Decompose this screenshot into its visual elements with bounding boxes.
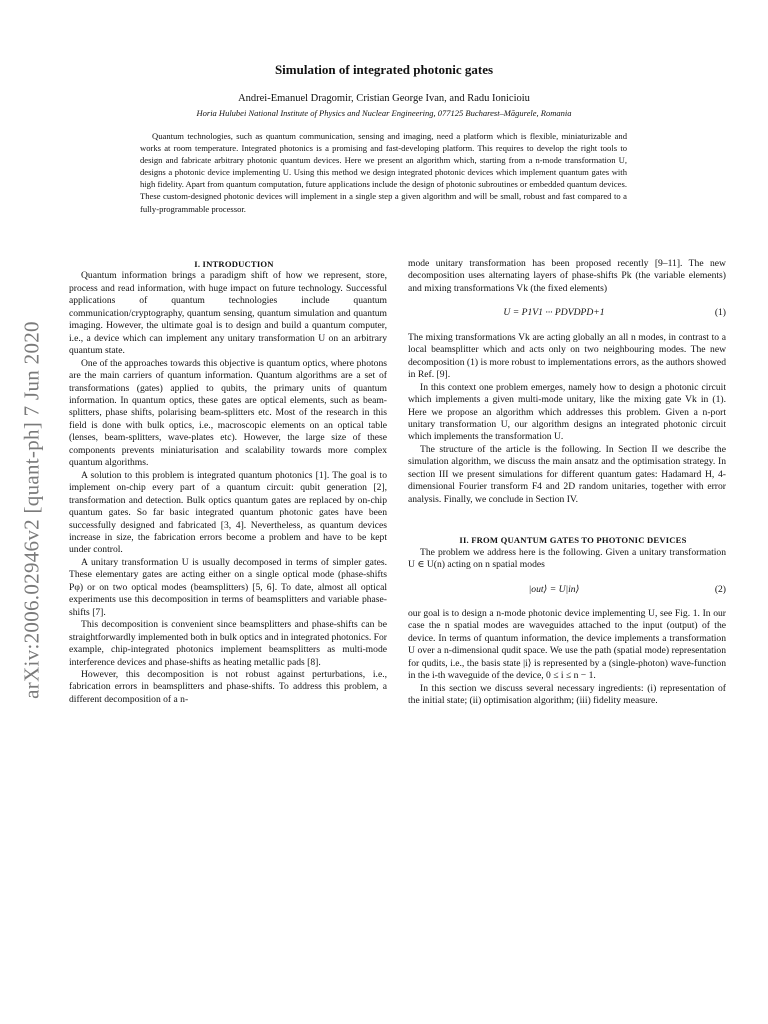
paragraph: A solution to this problem is integrated quantum photonics [1]. The goal is to implement on-chip every part of a quantum circuit: qubit generation [2], transformation and detection. Bulk optics quantum gates are replaced by on-chip quantum gates. So far basic integrated quantum photonic gates have been successfully designed and fabricated [3, 4]. Nevertheless, as quantum devices increase in size, the fabrication errors become a problem and have to be kept under control. [69,469,387,556]
paragraph: our goal is to design a n-mode photonic device implementing U, see Fig. 1. In our case the n spatial modes are waveguides attached to the input (output) of the device. In terms of quantum information, the device implements a transformation U over a n-dimensional qudit space. We use the path (spatial mode) representation for qudits, i.e., the basis state |i⟩ is represented by a (single-photon) wave-function in the i-th waveguide of the device, 0 ≤ i ≤ n − 1. [408,607,726,682]
affiliation: Horia Hulubei National Institute of Physics and Nuclear Engineering, 077125 Bucharest–Măgurele, Romania [196,108,572,118]
arxiv-identifier: arXiv:2006.02946v2 [quant-ph] 7 Jun 2020 [19,321,44,699]
paragraph: In this section we discuss several necessary ingredients: (i) representation of the initial state; (ii) optimisation algorithm; (iii) fidelity measure. [408,682,726,707]
equation-expression: |out⟩ = U|in⟩ [528,583,580,595]
paragraph: The problem we address here is the following. Given a unitary transformation U ∈ U(n) acting on n spatial modes [408,546,726,571]
paragraph: The mixing transformations Vk are acting globally an all n modes, in contrast to a local beamsplitter which and acts only on two neighbouring modes. The new decomposition (1) is more robust to implementations errors, as the authors showed in Ref. [9]. [408,331,726,381]
paragraph: In this context one problem emerges, namely how to design a photonic circuit which implements a given multi-mode unitary, like the mixing gate Vk in (1). Here we propose an algorithm which addresses this problem. Given a n-port unitary transformation U, our algorithm designs an integrated photonic circuit which implements the transformation U. [408,381,726,443]
paragraph: A unitary transformation U is usually decomposed in terms of simpler gates. These elementary gates are acting either on a single optical mode (phase-shifts Pφ) or on two optical modes (beamsplitters) [5, 6]. To date, almost all optical experiments use this decomposition in terms of beamsplitters and variable phase-shifts [7]. [69,556,387,618]
paragraph: The structure of the article is the following. In Section II we describe the simulation algorithm, we discuss the main ansatz and the optimisation strategy. In section III we present simulations for different quantum gates: Hadamard H, 4-dimensional Fourier transform F4 and 2D random unitaries, together with error analysis. Finally, we conclude in Section IV. [408,443,726,505]
paragraph: This decomposition is convenient since beamsplitters and phase-shifts can be straightforwardly implemented both in bulk optics and in integrated photonics. For example, chip-integrated photonics implement beamsplitters as multi-mode interference devices and phase-shifts as heating metallic pads [8]. [69,619,387,668]
abstract [140,130,627,215]
paragraph: One of the approaches towards this objective is quantum optics, where photons are the main carriers of quantum information. Quantum algorithms are a set of transformations (gates) applied to qubits, the primary units of quantum information. In quantum optics, these gates are optical elements, such as beam-splitters, phase shifts, polarising beam-splitters etc. Most of the research in this field is done with bulk optics, i.e., macroscopic elements on an optical table (lenses, beam-splitters, wave-plates etc). However, the large size of these components prevents miniaturisation and scalability towards more complex quantum algorithms. [69,357,387,469]
section-heading-introduction: I. INTRODUCTION [194,259,274,269]
left-column [69,258,387,706]
equation-1 [408,307,726,319]
paragraph: Quantum information brings a paradigm shift of how we represent, store, process and read information, with huge impact on future technology. Successful applications of quantum technologies include quantum communication/cryptography, quantum sensing, quantum simulation and quantum imaging. However, the ultimate goal is to design and build a quantum computer, i.e., a device which can implement any unitary transformation U on an arbitrary quantum state. [69,270,387,357]
equation-number: (2) [714,583,726,595]
equation-number: (1) [714,307,726,319]
equation-2 [408,584,726,596]
paper-title: Simulation of integrated photonic gates [274,62,494,77]
section-heading-gates-to-devices: II. FROM QUANTUM GATES TO PHOTONIC DEVICES [459,535,687,546]
abstract-text: Quantum technologies, such as quantum communication, sensing and imaging, need a platform which is flexible, miniaturizable and works at room temperature. Integrated photonics is a promising and fast-developing platform. This requires to develop the right tools to design and fabricate arbitrary photonic quantum devices. Here we present an algorithm which, starting from a n-mode transformation U, designs a photonic device implementing U. Using this method we design integrated photonic devices which implement quantum gates with high fidelity. Apart from quantum computation, future applications include the design of photonic subroutines or embedded quantum devices. These custom-designed photonic devices will implement in a single step a given algorithm and will be small, robust and fast compared to a fully-programmable processor. [140,131,627,214]
paragraph: However, this decomposition is not robust against perturbations, i.e., fabrication errors in beamsplitters and phase-shifts. To address this problem, a different decomposition of a n- [69,668,387,705]
arxiv-sidebar [12,310,52,710]
author-list: Andrei-Emanuel Dragomir, Cristian George Ivan, and Radu Ionicioiu [238,93,530,104]
right-column [408,258,726,708]
paragraph: mode unitary transformation has been proposed recently [9–11]. The new decomposition uses alternating layers of phase-shifts Pk (the variable elements) and mixing transformations Vk (the fixed elements) [408,258,726,294]
equation-expression: U = P1V1 ··· PDVDPD+1 [503,307,605,319]
